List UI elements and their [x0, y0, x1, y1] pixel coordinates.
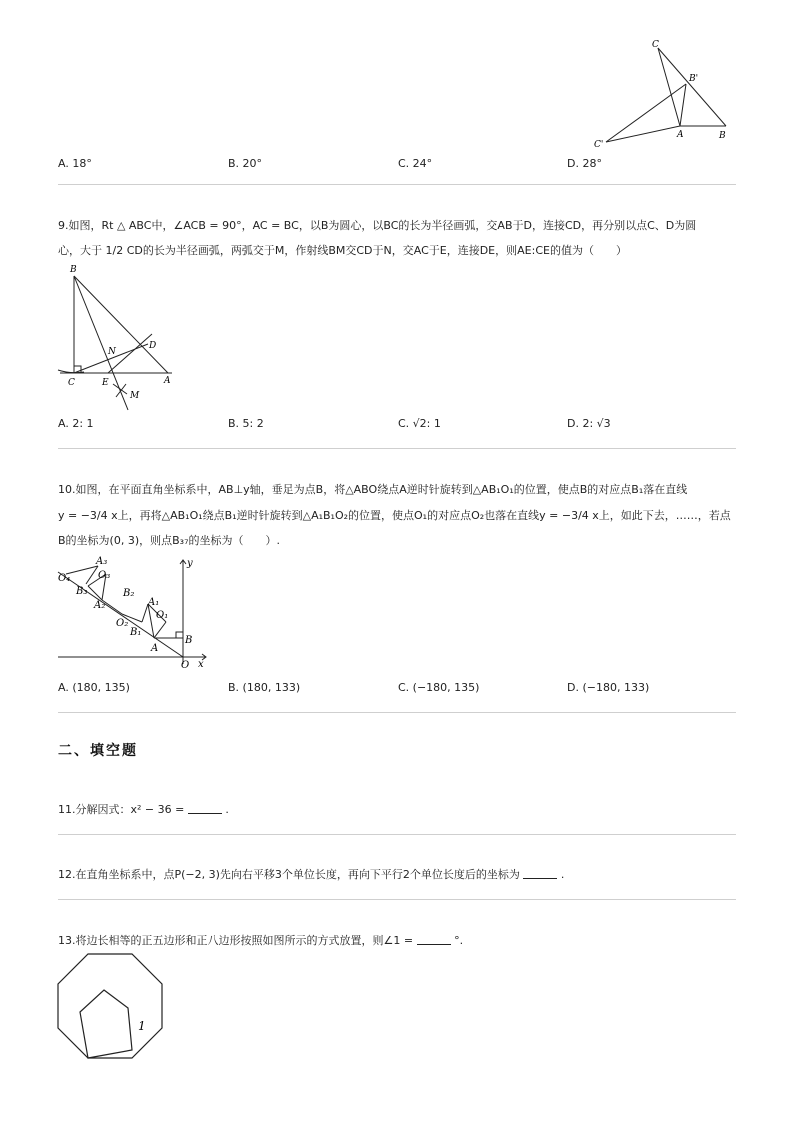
- section-title: 二、填空题: [58, 743, 138, 759]
- q9-stem-line1: 9.如图，Rt △ ABC中，∠ACB = 90°，AC = BC，以B为圆心，以BC的长为半径画弧，交AB于D，连接CD，再分别以点C、D为圆: [58, 219, 697, 232]
- q10-label-b3: B₃: [76, 586, 88, 597]
- q8-option-a[interactable]: A. 18°: [58, 157, 92, 170]
- q11-stem: [58, 797, 738, 822]
- q10-option-d[interactable]: D. (−180, 133): [567, 681, 650, 694]
- q8-label-b-prime: B': [689, 74, 699, 84]
- q10-label-y: y: [187, 558, 193, 569]
- q9-label-m: M: [130, 391, 140, 401]
- q10-label-a2: A₂: [94, 600, 106, 611]
- q10-figure: [56, 554, 216, 672]
- q10-label-o3: O₃: [98, 570, 111, 581]
- q11-prefix: 11.分解因式：x² − 36 =: [58, 803, 185, 816]
- divider: [58, 834, 736, 835]
- q9-option-a[interactable]: A. 2: 1: [58, 417, 94, 430]
- divider: [58, 448, 736, 449]
- q12-stem: [58, 862, 738, 887]
- q10-label-a3: A₃: [96, 556, 108, 567]
- q13-prefix: 13.将边长相等的正五边形和正八边形按照如图所示的方式放置，则∠1 =: [58, 934, 414, 947]
- q10-label-o4: O₄: [58, 573, 71, 584]
- q13-suffix: °.: [454, 934, 464, 947]
- q9-figure: [56, 262, 186, 412]
- q8-option-c[interactable]: C. 24°: [398, 157, 433, 170]
- divider: [58, 899, 736, 900]
- q8-label-c: C: [652, 40, 659, 50]
- q9-label-d: D: [149, 341, 157, 351]
- q10-stem-line2: y = −3/4 x上，再将△AB₁O₁绕点B₁逆时针旋转到△A₁B₁O₂的位置，使点O₁的对应点O₂也落在直线y = −3/4 x上，如此下去，……，若点: [58, 509, 731, 522]
- q10-label-a1: A₁: [148, 597, 160, 608]
- q10-label-b: B: [185, 635, 193, 646]
- q10-label-a: A: [151, 643, 159, 654]
- q10-label-o1: O₁: [156, 610, 169, 621]
- q10-label-b2: B₂: [123, 588, 135, 599]
- q9-label-b: B: [70, 265, 77, 275]
- q9-stem-line2: 心，大于 1/2 CD的长为半径画弧，两弧交于M，作射线BM交CD于N，交AC于E，连接DE，则AE:CE的值为（ ）: [58, 244, 627, 257]
- q12-answer-blank[interactable]: [523, 868, 557, 879]
- q10-label-o2: O₂: [116, 618, 129, 629]
- q10-option-a[interactable]: A. (180, 135): [58, 681, 130, 694]
- divider: [58, 184, 736, 185]
- q11-suffix: .: [225, 803, 229, 816]
- q8-label-a: A: [677, 130, 684, 140]
- q13-answer-blank[interactable]: [417, 934, 451, 945]
- q12-suffix: .: [560, 868, 565, 881]
- q8-label-b: B: [719, 131, 726, 141]
- q11-answer-blank[interactable]: [188, 803, 222, 814]
- q8-figure: [588, 36, 738, 152]
- q10-label-b1: B₁: [130, 627, 142, 638]
- q13-angle-label: 1: [138, 1019, 146, 1033]
- q10-option-b[interactable]: B. (180, 133): [228, 681, 301, 694]
- q9-option-c[interactable]: C. √2: 1: [398, 417, 441, 430]
- q12-prefix: 12.在直角坐标系中，点P(−2, 3)先向右平移3个单位长度，再向下平行2个单位长度后的坐标为: [58, 868, 520, 881]
- q13-figure: [54, 950, 166, 1062]
- q9-label-a: A: [164, 376, 171, 386]
- q9-option-b[interactable]: B. 5: 2: [228, 417, 264, 430]
- q10-label-x: x: [198, 659, 204, 670]
- q8-label-c-prime: C': [594, 140, 604, 150]
- q8-option-d[interactable]: D. 28°: [567, 157, 602, 170]
- q10-option-c[interactable]: C. (−180, 135): [398, 681, 480, 694]
- q8-option-b[interactable]: B. 20°: [228, 157, 263, 170]
- q9-option-d[interactable]: D. 2: √3: [567, 417, 611, 430]
- q9-label-e: E: [102, 378, 109, 388]
- q9-label-c: C: [68, 378, 75, 388]
- divider: [58, 712, 736, 713]
- q10-label-o: O: [181, 660, 190, 671]
- q10-stem-line3: B的坐标为(0, 3)，则点B₃₇的坐标为（ ）.: [58, 534, 280, 547]
- q9-label-n: N: [108, 347, 116, 357]
- q10-stem-line1: 10.如图，在平面直角坐标系中，AB⊥y轴，垂足为点B，将△ABO绕点A逆时针旋转到△AB₁O₁的位置，使点B的对应点B₁落在直线: [58, 483, 688, 496]
